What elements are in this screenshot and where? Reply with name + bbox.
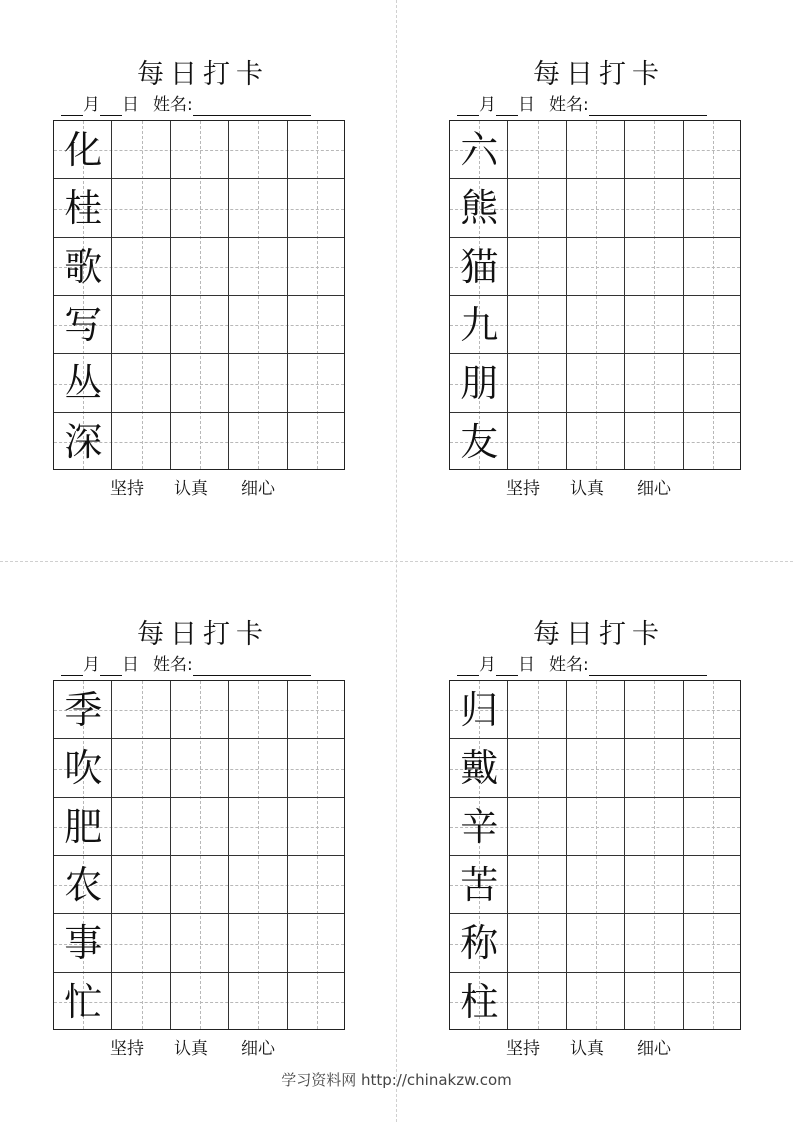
motto-word: 认真	[174, 1039, 208, 1059]
motto-word: 认真	[570, 479, 604, 499]
month-label: 月	[83, 95, 100, 115]
model-character: 戴	[460, 746, 499, 791]
model-character: 称	[460, 921, 499, 966]
grid-line	[683, 121, 684, 469]
name-blank[interactable]	[589, 97, 707, 116]
day-blank[interactable]	[496, 657, 518, 676]
grid-line	[228, 681, 229, 1029]
model-character: 化	[64, 128, 103, 172]
model-character: 友	[460, 419, 499, 464]
model-character: 猫	[460, 244, 499, 289]
model-character: 苦	[460, 863, 499, 907]
model-character: 六	[460, 128, 499, 172]
grid-line	[287, 681, 288, 1029]
name-blank[interactable]	[589, 657, 707, 676]
model-character: 写	[64, 303, 103, 347]
model-character: 深	[64, 419, 103, 464]
month-blank[interactable]	[61, 657, 83, 676]
grid-line	[566, 121, 567, 469]
grid-line	[170, 681, 171, 1029]
month-blank[interactable]	[457, 657, 479, 676]
writing-grid	[449, 120, 741, 470]
model-character: 桂	[64, 186, 103, 231]
model-character: 九	[460, 303, 499, 347]
card-title: 每日打卡	[533, 59, 665, 90]
date-name-line	[457, 94, 749, 116]
footer-watermark: 学习资料网 http://chinakzw.com	[281, 1071, 512, 1089]
motto-word: 坚持	[506, 479, 540, 499]
card-title: 每日打卡	[137, 59, 269, 90]
day-label: 日	[518, 95, 535, 115]
name-label: 姓名:	[153, 95, 193, 115]
model-character: 事	[64, 921, 103, 966]
model-character: 吹	[64, 746, 103, 791]
card-title: 每日打卡	[137, 619, 269, 650]
date-name-line	[61, 654, 353, 676]
name-label: 姓名:	[549, 655, 589, 675]
model-character: 辛	[460, 804, 499, 849]
name-blank[interactable]	[193, 97, 311, 116]
motto-word: 坚持	[110, 1039, 144, 1059]
day-label: 日	[122, 95, 139, 115]
month-blank[interactable]	[457, 97, 479, 116]
motto-word: 认真	[174, 479, 208, 499]
month-blank[interactable]	[61, 97, 83, 116]
motto-word: 细心	[637, 1039, 671, 1059]
day-label: 日	[518, 655, 535, 675]
grid-line	[624, 121, 625, 469]
name-blank[interactable]	[193, 657, 311, 676]
motto-word: 细心	[637, 479, 671, 499]
horizontal-cut-line	[0, 561, 793, 562]
motto-word: 坚持	[506, 1039, 540, 1059]
grid-line	[228, 121, 229, 469]
month-label: 月	[83, 655, 100, 675]
writing-grid	[53, 120, 345, 470]
model-character: 歌	[64, 244, 103, 289]
writing-grid	[449, 680, 741, 1030]
day-label: 日	[122, 655, 139, 675]
motto-word: 细心	[241, 1039, 275, 1059]
month-label: 月	[479, 655, 496, 675]
grid-line	[624, 681, 625, 1029]
model-character: 忙	[64, 979, 103, 1024]
grid-line	[683, 681, 684, 1029]
name-label: 姓名:	[153, 655, 193, 675]
model-character: 归	[460, 688, 499, 732]
model-character: 农	[64, 863, 103, 907]
date-name-line	[61, 94, 353, 116]
model-character: 柱	[460, 979, 499, 1024]
day-blank[interactable]	[496, 97, 518, 116]
model-character: 熊	[460, 186, 499, 231]
model-character: 丛	[64, 361, 103, 406]
name-label: 姓名:	[549, 95, 589, 115]
motto-word: 坚持	[110, 479, 144, 499]
model-character: 朋	[460, 361, 499, 406]
card-title: 每日打卡	[533, 619, 665, 650]
motto-word: 细心	[241, 479, 275, 499]
grid-line	[287, 121, 288, 469]
model-character: 季	[64, 688, 103, 732]
day-blank[interactable]	[100, 97, 122, 116]
date-name-line	[457, 654, 749, 676]
writing-grid	[53, 680, 345, 1030]
day-blank[interactable]	[100, 657, 122, 676]
month-label: 月	[479, 95, 496, 115]
model-character: 肥	[64, 804, 103, 849]
motto-word: 认真	[570, 1039, 604, 1059]
grid-line	[170, 121, 171, 469]
grid-line	[566, 681, 567, 1029]
